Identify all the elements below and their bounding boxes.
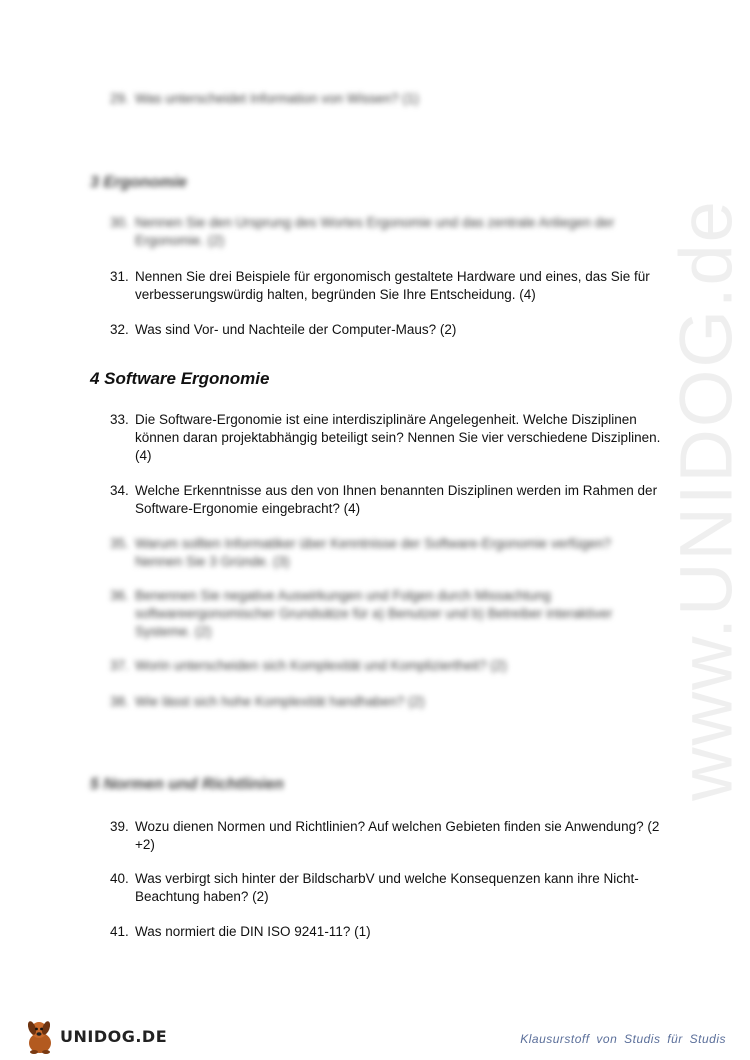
question-text: Warum sollten Informatiker über Kenntnisse der Software-Ergonomie verfügen? Nennen Sie 3 Gründe. (3) xyxy=(135,536,611,569)
question-text: Die Software-Ergonomie ist eine interdisziplinäre Angelegenheit. Welche Disziplinen können daran projektabhängig beteiligt sein? Nennen Sie vier verschiedene Disziplinen. (4) xyxy=(135,412,661,463)
question-number: 31. xyxy=(110,269,129,284)
question-31 xyxy=(110,268,670,304)
question-text: Welche Erkenntnisse aus den von Ihnen benannten Disziplinen werden im Rahmen der Software-Ergonomie eingebracht? (4) xyxy=(135,483,658,516)
question-35 xyxy=(110,535,640,571)
question-number: 37. xyxy=(110,658,129,673)
question-number: 33. xyxy=(110,412,129,427)
question-number: 32. xyxy=(110,322,129,337)
question-40 xyxy=(110,870,660,906)
question-number: 36. xyxy=(110,588,129,603)
question-number: 38. xyxy=(110,694,129,709)
question-34 xyxy=(110,482,670,518)
question-33 xyxy=(110,411,670,465)
question-text: Was normiert die DIN ISO 9241-11? (1) xyxy=(135,924,371,939)
watermark: www.UNIDOG.de xyxy=(664,199,748,801)
question-number: 41. xyxy=(110,924,129,939)
question-36 xyxy=(110,587,640,641)
question-32 xyxy=(110,321,670,339)
section-heading-4: 4 Software Ergonomie xyxy=(90,369,270,388)
dog-mascot-icon xyxy=(22,1016,58,1056)
logo-text: UNIDOG.DE xyxy=(60,1026,168,1046)
question-number: 35. xyxy=(110,536,129,551)
question-number: 39. xyxy=(110,819,129,834)
question-text: Was unterscheidet Information von Wissen? (1) xyxy=(135,91,419,106)
question-text: Wie lässt sich hohe Komplexität handhaben? (2) xyxy=(135,694,425,709)
question-38 xyxy=(110,693,670,711)
question-text: Was verbirgt sich hinter der BildscharbV und welche Konsequenzen kann ihre Nicht-Beachtung haben? (2) xyxy=(135,871,639,904)
question-number: 34. xyxy=(110,483,129,498)
question-29 xyxy=(110,90,670,108)
question-text: Was sind Vor- und Nachteile der Computer-Maus? (2) xyxy=(135,322,457,337)
question-number: 29. xyxy=(110,91,129,106)
question-41 xyxy=(110,923,670,941)
section-heading-5: 5 Normen und Richtlinien xyxy=(90,776,284,793)
question-number: 40. xyxy=(110,871,129,886)
footer-tagline: Klausurstoff von Studis für Studis xyxy=(520,1032,726,1046)
question-30 xyxy=(110,214,640,250)
footer-logo[interactable] xyxy=(22,1016,167,1056)
question-text: Benennen Sie negative Auswirkungen und Folgen durch Missachtung softwareergonomischer Grundsätze für a) Benutzer und b) Betreiber interaktiver Systeme. (2) xyxy=(135,588,613,639)
question-39 xyxy=(110,818,670,854)
question-text: Nennen Sie den Ursprung des Wortes Ergonomie und das zentrale Anliegen der Ergonomie. (2) xyxy=(135,215,615,248)
question-text: Wozu dienen Normen und Richtlinien? Auf welchen Gebieten finden sie Anwendung? (2 +2) xyxy=(135,819,660,852)
question-text: Worin unterscheiden sich Komplexität und Kompliziertheit? (2) xyxy=(135,658,507,673)
question-text: Nennen Sie drei Beispiele für ergonomisch gestaltete Hardware und eines, das Sie für verbesserungswürdig halten, begründen Sie Ihre Entscheidung. (4) xyxy=(135,269,650,302)
section-heading-3: 3 Ergonomie xyxy=(90,174,187,191)
question-37 xyxy=(110,657,670,675)
question-number: 30. xyxy=(110,215,129,230)
